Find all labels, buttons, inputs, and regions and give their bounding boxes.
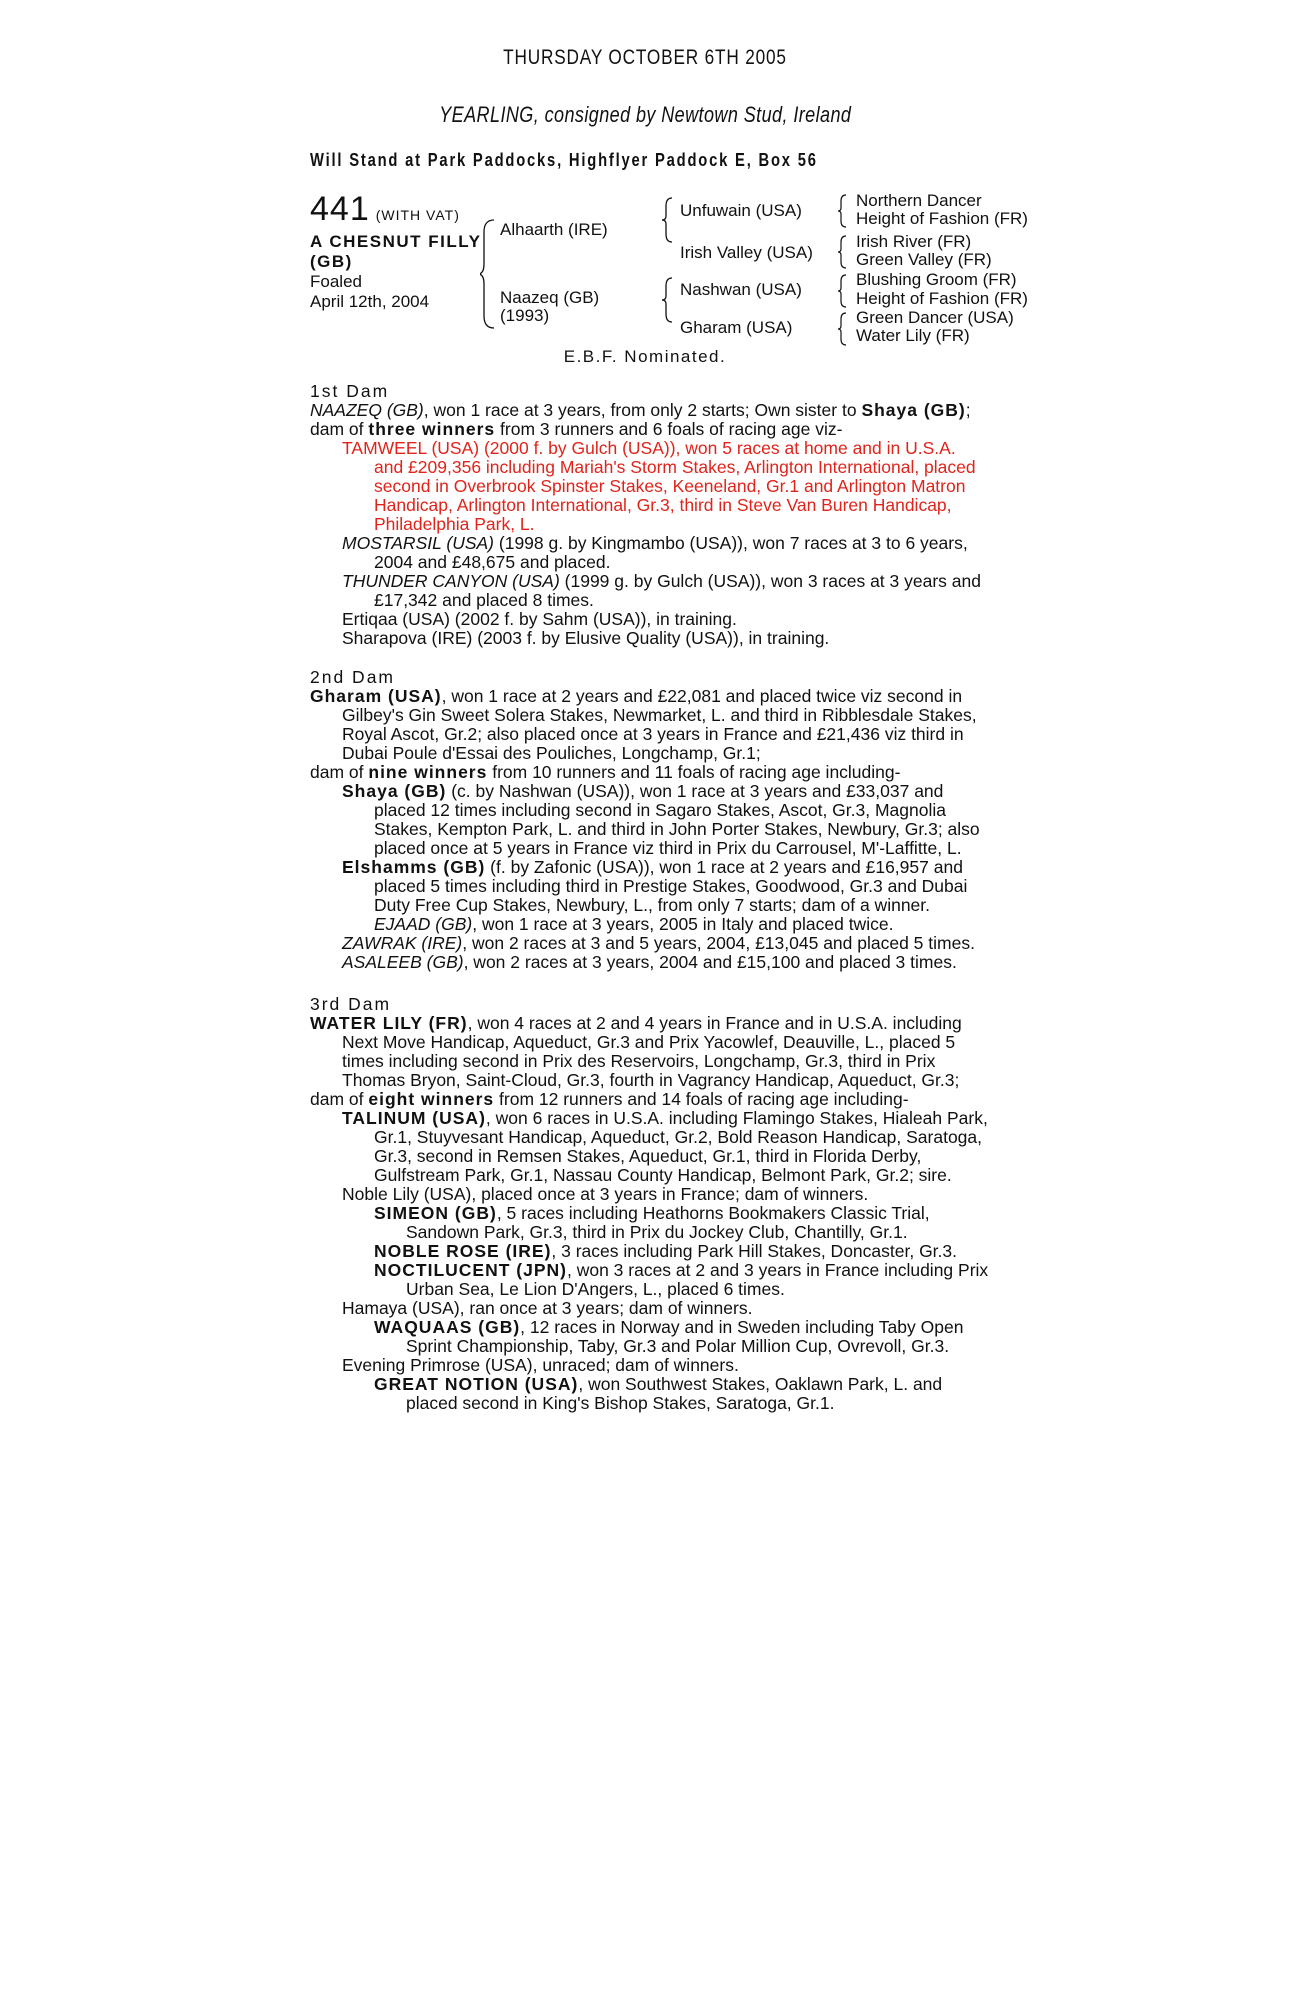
lot-description: A CHESNUT FILLY (GB) <box>310 232 482 271</box>
produce-simeon: SIMEON (GB), 5 races including Heathorns Bookmakers Classic Trial, <box>374 1203 930 1223</box>
pedigree-brace-ss <box>836 193 852 229</box>
produce-thunder-canyon: THUNDER CANYON (USA) (1999 g. by Gulch (USA)), won 3 races at 3 years and <box>342 571 981 591</box>
third-dam-section: 3rd Dam WATER LILY (FR), won 4 races at 2 and 4 years in France and in U.S.A. including Next Move Handicap, Aqueduct, Gr.3 and Prix Yacowlef, Deauville, L., placed 5 times including second in Prix des Reservoirs, Longchamp, Gr.3, third in Prix Thomas Bryon, Saint-Cloud, Gr.3, fourth in Vagrancy Handicap, Aqueduct, Gr.3; dam of eight winners from 12 runners and 14 foals of racing age including- TALINUM (USA), won 6 races in U.S.A. including Flamingo Stakes, Hialeah Park, Gr.1, Stuyvesant Handicap, Aqueduct, Gr.2, Bold Reason Handicap, Saratoga, Gr.3, second in Remsen Stakes, Aqueduct, Gr.1, third in Florida Derby, Gulfstream Park, Gr.1, Nassau County Handicap, Belmont Park, Gr.2; sire. Noble Lily (USA), placed once at 3 years in France; dam of winners. SIMEON (GB), 5 races including Heathorns Bookmakers Classic Trial, Sandown Park, Gr.3, third in Prix du Jockey Club, Chantilly, Gr.1. NOBLE ROSE (IRE), 3 races including Park Hill Stakes, Doncaster, Gr.3. NOCTILUCENT (JPN), won 3 races at 2 and 3 years in France including Prix Urban Sea, Le Lion D'Angers, L., placed 6 times. Hamaya (USA), ran once at 3 years; dam of winners. WAQUAAS (GB), 12 races in Norway and in Sweden including Taby Open Sprint Championship, Taby, Gr.3 and Polar Million Cup, Ovrevoll, Gr.3. Evening Primrose (USA), unraced; dam of winners. GREAT NOTION (USA), won Southwest Stakes, Oaklawn Park, L. and placed second in King's Bishop Stakes, Saratoga, Gr.1. <box>310 995 1110 1413</box>
consignment-line: YEARLING, consigned by Newtown Stud, Ireland <box>438 102 852 127</box>
dam-record-line: NAAZEQ (GB), won 1 race at 3 years, from only 2 starts; Own sister to Shaya (GB); <box>310 400 971 420</box>
second-dam-section: 2nd Dam Gharam (USA), won 1 race at 2 years and £22,081 and placed twice viz second in Gilbey's Gin Sweet Solera Stakes, Newmarket, L. and third in Ribblesdale Stakes, Royal Ascot, Gr.2; also placed once at 3 years in France and £21,436 viz third in Dubai Poule d'Essai des Pouliches, Longchamp, Gr.1; dam of nine winners from 10 runners and 11 foals of racing age including- Shaya (GB) (c. by Nashwan (USA)), won 1 race at 3 years and £33,037 and placed 12 times including second in Sagaro Stakes, Ascot, Gr.3, Magnolia Stakes, Kempton Park, L. and third in John Porter Stakes, Newbury, Gr.3; also placed once at 5 years in France viz third in Prix du Carrousel, M'-Laffitte, L. Elshamms (GB) (f. by Zafonic (USA)), won 1 race at 2 years and £16,957 and placed 5 times including third in Prestige Stakes, Goodwood, Gr.3 and Dubai Duty Free Cup Stakes, Newbury, L., from only 7 starts; dam of a winner. EJAAD (GB), won 1 race at 3 years, 2005 in Italy and placed twice. ZAWRAK (IRE), won 2 races at 3 and 5 years, 2004, £13,045 and placed 5 times. ASALEEB (GB), won 2 races at 3 years, 2004 and £15,100 and placed 3 times. <box>310 668 1110 972</box>
pedigree-sss: Northern Dancer <box>856 191 982 210</box>
pedigree-brace-dam <box>660 276 680 324</box>
pedigree-brace-dd <box>836 311 852 347</box>
produce-great-notion: GREAT NOTION (USA), won Southwest Stakes, Oaklawn Park, L. and <box>374 1374 943 1394</box>
produce-noctilucent: NOCTILUCENT (JPN), won 3 races at 2 and 3 years in France including Prix <box>374 1260 989 1280</box>
produce-waquaas: WAQUAAS (GB), 12 races in Norway and in Sweden including Taby Open <box>374 1317 964 1337</box>
produce-shaya: Shaya (GB) (c. by Nashwan (USA)), won 1 race at 3 years and £33,037 and <box>342 781 944 801</box>
sale-date: THURSDAY OCTOBER 6TH 2005 <box>503 46 787 69</box>
pedigree-ssd: Height of Fashion (FR) <box>856 209 1028 228</box>
stand-location: Will Stand at Park Paddocks, Highflyer Paddock E, Box 56 <box>310 150 818 170</box>
produce-ejaad: EJAAD (GB), won 1 race at 3 years, 2005 in Italy and placed twice. <box>374 914 894 934</box>
first-dam-section: 1st Dam NAAZEQ (GB), won 1 race at 3 years, from only 2 starts; Own sister to Shaya (GB); dam of three winners from 3 runners and 6 foals of racing age viz- TAMWEEL (USA) (2000 f. by Gulch (USA)), won 5 races at home and in U.S.A. and £209,356 including Mariah's Storm Stakes, Arlington International, placed second in Overbrook Spinster Stakes, Keeneland, Gr.1 and Arlington Matron Handicap, Arlington International, Gr.3, third in Steve Van Buren Handicap, Philadelphia Park, L. MOSTARSIL (USA) (1998 g. by Kingmambo (USA)), won 7 races at 3 to 6 years, 2004 and £48,675 and placed. THUNDER CANYON (USA) (1999 g. by Gulch (USA)), won 3 races at 3 years and £17,342 and placed 8 times. Ertiqaa (USA) (2002 f. by Sahm (USA)), in training. Sharapova (IRE) (2003 f. by Elusive Quality (USA)), in training. <box>310 382 1110 648</box>
produce-zawrak: ZAWRAK (IRE), won 2 races at 3 and 5 years, 2004, £13,045 and placed 5 times. <box>342 933 975 953</box>
pedigree-brace-sd <box>836 234 852 270</box>
pedigree-brace-ds <box>836 273 852 309</box>
produce-hamaya: Hamaya (USA), ran once at 3 years; dam of winners. <box>342 1298 753 1318</box>
produce-ertiqaa: Ertiqaa (USA) (2002 f. by Sahm (USA)), in training. <box>342 609 737 629</box>
pedigree-brace-sire <box>660 196 680 244</box>
produce-noble-rose: NOBLE ROSE (IRE), 3 races including Park Hill Stakes, Doncaster, Gr.3. <box>374 1241 957 1261</box>
lot-vat: (WITH VAT) <box>375 207 460 223</box>
pedigree-dam-year: (1993) <box>500 306 550 325</box>
first-dam-heading: 1st Dam <box>310 381 390 401</box>
pedigree-sd: Irish Valley (USA) <box>680 243 813 262</box>
pedigree-sire: Alhaarth (IRE) <box>500 220 608 239</box>
highlighted-produce-tamweel: TAMWEEL (USA) (2000 f. by Gulch (USA)), won 5 races at home and in U.S.A. and £209,356 including Mariah's Storm Stakes, Arlington International, placed second in Overbrook Spinster Stakes, Keeneland, Gr.1 and Arlington Matron Handicap, Arlington International, Gr.3, third in Steve Van Buren Handicap, Philadelphia Park, L. <box>342 438 976 534</box>
second-dam-heading: 2nd Dam <box>310 667 396 687</box>
pedigree-ds: Nashwan (USA) <box>680 280 802 299</box>
lot-header <box>310 190 460 229</box>
produce-talinum: TALINUM (USA), won 6 races in U.S.A. including Flamingo Stakes, Hialeah Park, <box>342 1108 988 1128</box>
pedigree-dam: Naazeq (GB) <box>500 288 600 307</box>
produce-noble-lily: Noble Lily (USA), placed once at 3 years in France; dam of winners. <box>342 1184 869 1204</box>
third-dam-heading: 3rd Dam <box>310 994 392 1014</box>
pedigree-brace-main <box>480 218 500 330</box>
pedigree-dsd: Height of Fashion (FR) <box>856 289 1028 308</box>
pedigree-dss: Blushing Groom (FR) <box>856 270 1017 289</box>
foaled-info: Foaled April 12th, 2004 <box>310 272 430 311</box>
produce-elshamms: Elshamms (GB) (f. by Zafonic (USA)), won 1 race at 2 years and £16,957 and <box>342 857 963 877</box>
pedigree-sds: Irish River (FR) <box>856 232 972 251</box>
dam-produce-summary: dam of three winners from 3 runners and 6 foals of racing age viz- <box>310 419 843 439</box>
pedigree-dd: Gharam (USA) <box>680 318 793 337</box>
pedigree-sdd: Green Valley (FR) <box>856 250 992 269</box>
produce-evening-primrose: Evening Primrose (USA), unraced; dam of winners. <box>342 1355 739 1375</box>
produce-asaleeb: ASALEEB (GB), won 2 races at 3 years, 2004 and £15,100 and placed 3 times. <box>342 952 957 972</box>
pedigree-ddd: Water Lily (FR) <box>856 326 970 345</box>
produce-sharapova: Sharapova (IRE) (2003 f. by Elusive Quality (USA)), in training. <box>342 628 830 648</box>
lot-number: 441 <box>310 190 370 228</box>
pedigree-ss: Unfuwain (USA) <box>680 201 802 220</box>
ebf-nominated: E.B.F. Nominated. <box>563 347 727 366</box>
pedigree-dds: Green Dancer (USA) <box>856 308 1014 327</box>
produce-mostarsil: MOSTARSIL (USA) (1998 g. by Kingmambo (USA)), won 7 races at 3 to 6 years, <box>342 533 968 553</box>
